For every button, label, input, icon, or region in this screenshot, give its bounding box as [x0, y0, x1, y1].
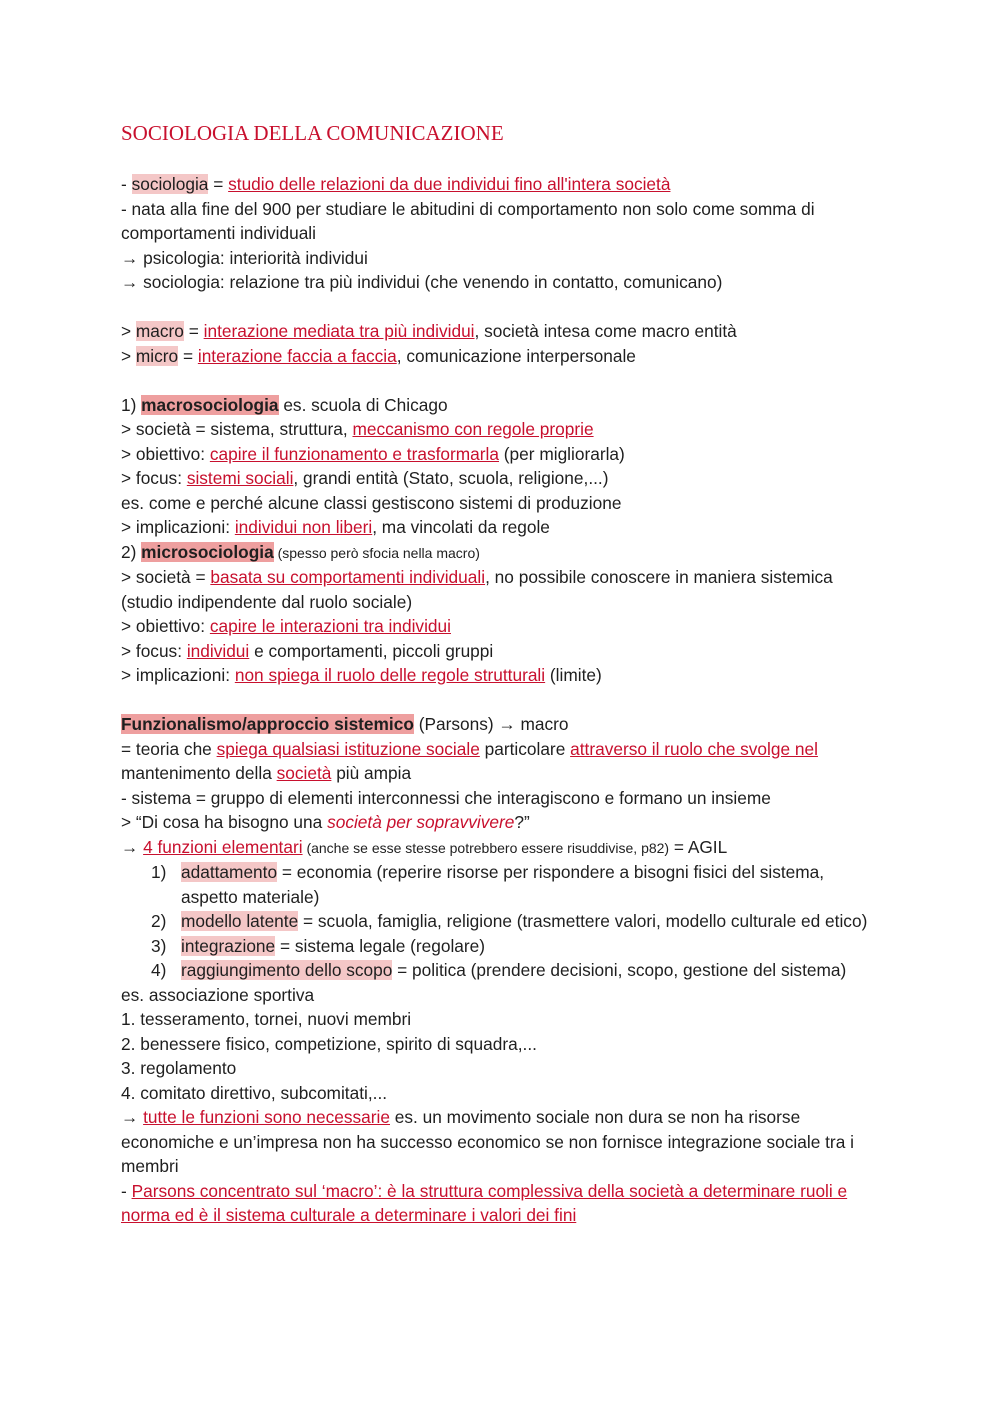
text: -: [121, 1180, 132, 1201]
list-number: 1): [151, 862, 167, 882]
text: →: [121, 836, 144, 857]
underlined-red-text: tutte le funzioni sono necessarie: [143, 1107, 390, 1127]
text: e comportamenti, piccoli gruppi: [249, 640, 494, 661]
text-line: 3. regolamento: [121, 1058, 237, 1078]
underlined-red-text: meccanismo con regole proprie: [352, 419, 594, 439]
text: = economia (reperire risorse per rispondere a bisogni fisici del sistema, aspetto materiale): [181, 862, 825, 907]
text: , no possibile conoscere in maniera sistemica (studio indipendente dal ruolo sociale): [121, 567, 833, 612]
list-item: [121, 934, 881, 959]
definition-line: [121, 172, 881, 197]
highlight-term: modello latente: [181, 911, 299, 931]
list-item: [121, 860, 881, 909]
highlight-heading: macrosociologia: [141, 394, 279, 415]
text: particolare: [479, 738, 571, 759]
text: = sistema legale (regolare): [275, 935, 486, 956]
text: (per migliorarla): [499, 443, 625, 464]
small-note: (spesso però sfocia nella macro): [273, 544, 480, 561]
document-title: SOCIOLOGIA DELLA COMUNICAZIONE: [121, 121, 504, 145]
underlined-red-text: individui non liberi: [234, 517, 373, 537]
highlight-term: macro: [135, 321, 184, 341]
list-number: 2): [151, 911, 167, 931]
text: (limite): [545, 665, 602, 685]
text: = AGIL: [669, 836, 728, 857]
text-line: - sistema = gruppo di elementi interconnessi che interagiscono e formano un insieme: [121, 787, 771, 808]
text-line: - nata alla fine del 900 per studiare le abitudini di comportamento non solo come somma di comportamenti individuali: [121, 198, 815, 243]
underlined-red-text: capire il funzionamento e trasformarla: [209, 443, 499, 464]
underlined-red-text: studio delle relazioni da due individui fino all'intera società: [228, 174, 671, 194]
microsociologia-heading: [121, 540, 881, 566]
text-line: → sociologia: relazione tra più individui (che venendo in contatto, comunicano): [121, 272, 723, 292]
list-number: 4): [151, 960, 167, 980]
text: più ampia: [331, 763, 412, 783]
text-line: 1. tesseramento, tornei, nuovi membri: [121, 1009, 412, 1029]
text: > obiettivo:: [121, 616, 210, 636]
text-line: [121, 835, 881, 861]
text-line: 4. comitato direttivo, subcomitati,...: [121, 1082, 388, 1103]
text-line: [121, 810, 881, 835]
text-line: [121, 417, 881, 442]
underlined-red-text: spiega qualsiasi istituzione sociale: [216, 738, 480, 759]
text: 1): [121, 394, 142, 415]
text: , comunicazione interpersonale: [396, 345, 636, 366]
underlined-red-text: basata su comportamenti individuali: [210, 567, 486, 587]
underlined-red-text: individui: [186, 640, 250, 661]
text-line: → psicologia: interiorità individui: [121, 247, 368, 268]
text-line: 2. benessere fisico, competizione, spirito di squadra,...: [121, 1033, 537, 1054]
highlight-term: integrazione: [181, 935, 276, 956]
text: es. scuola di Chicago: [278, 394, 448, 415]
text-line: [121, 442, 881, 467]
underlined-red-text: non spiega il ruolo delle regole strutturali: [234, 665, 546, 685]
text: =: [178, 345, 198, 366]
highlight-term: adattamento: [181, 862, 278, 882]
text: , ma vincolati da regole: [372, 517, 550, 537]
text-line: [121, 565, 881, 614]
text-line: es. associazione sportiva: [121, 984, 315, 1005]
underlined-red-text: sistemi sociali: [186, 468, 294, 488]
underlined-red-text: attraverso il ruolo che svolge nel: [570, 738, 818, 759]
text: (Parsons) → macro: [413, 714, 569, 734]
text-line: [121, 663, 881, 688]
text: mantenimento della: [121, 763, 277, 783]
text: >: [121, 345, 136, 366]
small-note: (anche se esse stesse potrebbero essere risuddivise, p82): [302, 839, 670, 856]
list-number: 3): [151, 935, 167, 956]
underlined-red-text: capire le interazioni tra individui: [209, 616, 451, 636]
text-line: es. come e perché alcune classi gestiscono sistemi di produzione: [121, 492, 622, 513]
text-line: [121, 614, 881, 639]
text: , grandi entità (Stato, scuola, religione,...): [293, 468, 609, 488]
text: = teoria che: [121, 738, 217, 759]
text: > focus:: [121, 468, 187, 488]
underlined-red-text: società: [276, 763, 332, 783]
funzionalismo-heading: [121, 712, 881, 737]
highlight-term: raggiungimento dello scopo: [181, 960, 393, 980]
text: = scuola, famiglia, religione (trasmettere valori, modello culturale ed etico): [298, 911, 868, 931]
highlight-term: sociologia: [131, 174, 209, 194]
highlight-term: micro: [135, 345, 179, 366]
text-line: [121, 639, 881, 664]
text: , società intesa come macro entità: [474, 321, 737, 341]
document-page: [121, 118, 881, 1228]
text: > implicazioni:: [121, 665, 235, 685]
text: es. un movimento sociale non dura se non ha risorse economiche e un’impresa non ha successo economico se non fornisce integrazione sociale tra i membri: [121, 1107, 854, 1176]
text: -: [121, 174, 132, 194]
text-line: [121, 1105, 881, 1179]
text-line: [121, 515, 881, 540]
text: 2): [121, 541, 142, 562]
text: > società = sistema, struttura,: [121, 419, 353, 439]
text: = politica (prendere decisioni, scopo, gestione del sistema): [392, 960, 847, 980]
text: > implicazioni:: [121, 517, 235, 537]
text: >: [121, 321, 136, 341]
macro-line: [121, 319, 881, 344]
underlined-red-text: Parsons concentrato sul ‘macro’: è la struttura complessiva della società a determinare ruoli e norma ed è il sistema culturale a determinare i valori dei fini: [121, 1180, 848, 1225]
text-line: [121, 466, 881, 491]
underlined-red-text: 4 funzioni elementari: [143, 836, 303, 857]
text-line: [121, 1179, 881, 1228]
text: > obiettivo:: [121, 443, 210, 464]
text: > focus:: [121, 640, 187, 661]
text-line: [121, 737, 881, 762]
highlight-heading: microsociologia: [141, 541, 274, 562]
highlight-heading: Funzionalismo/approccio sistemico: [121, 714, 414, 734]
text: ?”: [514, 812, 530, 832]
text: →: [121, 1107, 144, 1127]
underlined-red-text: interazione faccia a faccia: [197, 345, 397, 366]
text: =: [208, 174, 229, 194]
text: > società =: [121, 567, 211, 587]
macrosociologia-heading: [121, 393, 881, 418]
micro-line: [121, 344, 881, 369]
italic-red-text: società per sopravvivere: [327, 812, 515, 832]
list-item: [121, 958, 881, 983]
text-line: [121, 761, 881, 786]
underlined-red-text: interazione mediata tra più individui: [203, 321, 475, 341]
text: > “Di cosa ha bisogno una: [121, 812, 328, 832]
text: =: [183, 321, 204, 341]
list-item: [121, 909, 881, 934]
